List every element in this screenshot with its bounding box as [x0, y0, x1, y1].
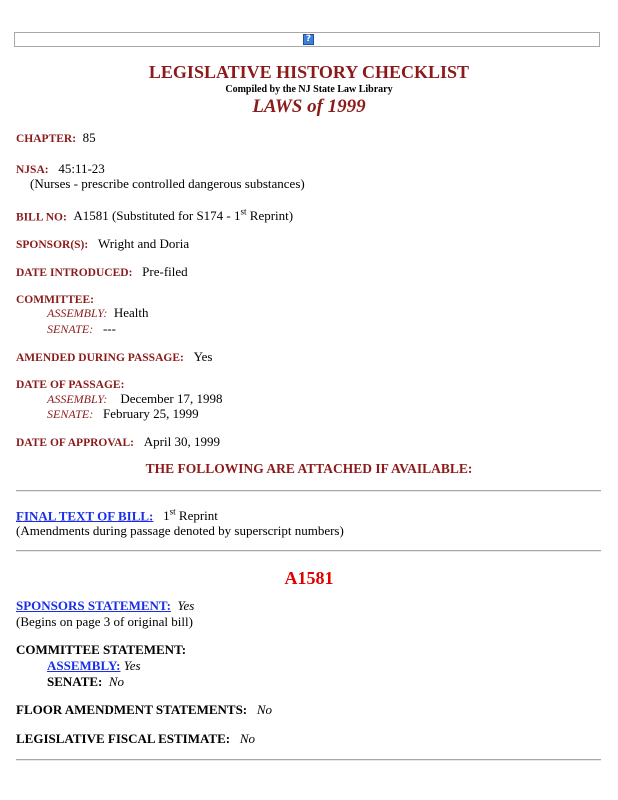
final-text-note: (Amendments during passage denoted by superscript numbers) [16, 523, 344, 538]
bill-heading: A1581 [284, 568, 334, 588]
divider [16, 759, 601, 761]
divider [16, 490, 601, 492]
committee-statement-label: COMMITTEE STATEMENT: [16, 642, 187, 657]
committee-statement-senate: SENATE: No [47, 674, 125, 689]
chapter-value: 85 [82, 130, 96, 145]
committee-senate: SENATE: --- [47, 321, 116, 336]
amended-value: Yes [193, 349, 213, 364]
date-introduced-label: DATE INTRODUCED: [16, 267, 133, 279]
sponsors-statement-note: (Begins on page 3 of original bill) [16, 614, 193, 629]
laws-year: LAWS of 1999 [252, 96, 366, 117]
divider [16, 550, 601, 552]
fiscal-estimate-row: LEGISLATIVE FISCAL ESTIMATE: No [16, 731, 256, 746]
passage-assembly: ASSEMBLY: December 17, 1998 [47, 391, 223, 406]
njsa-note: (Nurses - prescribe controlled dangerous substances) [30, 176, 305, 191]
bill-no-row [16, 207, 293, 224]
compiled-by: Compiled by the NJ State Law Library [225, 84, 393, 95]
sponsors-statement-value: Yes [177, 598, 195, 613]
final-text-link[interactable]: FINAL TEXT OF BILL: [16, 508, 154, 524]
bill-no-value: A1581 (Substituted for S174 - 1st Reprint) [73, 207, 294, 224]
committee-assembly: ASSEMBLY: Health [47, 305, 149, 320]
njsa-row [16, 161, 105, 177]
njsa-value: 45:11-23 [58, 161, 105, 176]
final-text-value: 1st Reprint [163, 507, 218, 524]
njsa-label: NJSA: [16, 164, 49, 176]
floor-amendment-row: FLOOR AMENDMENT STATEMENTS: No [16, 702, 273, 717]
committee-assembly-link[interactable]: ASSEMBLY: [47, 658, 121, 673]
date-introduced-row [16, 264, 188, 280]
bill-no-label: BILL NO: [16, 211, 67, 224]
date-of-approval-row [16, 434, 220, 450]
amended-row [16, 349, 213, 365]
help-icon[interactable]: ? [303, 34, 314, 45]
date-of-passage-label: DATE OF PASSAGE: [16, 379, 125, 391]
committee-label: COMMITTEE: [16, 294, 94, 306]
date-of-approval-label: DATE OF APPROVAL: [16, 437, 134, 449]
page-title: LEGISLATIVE HISTORY CHECKLIST [148, 62, 470, 82]
committee-assembly-value: Yes [123, 658, 141, 673]
sponsors-statement-link[interactable]: SPONSORS STATEMENT: [16, 598, 171, 613]
sponsors-value: Wright and Doria [97, 236, 190, 251]
final-text-row [16, 507, 218, 524]
committee-statement-assembly [47, 658, 141, 674]
date-introduced-value: Pre-filed [142, 264, 188, 279]
date-of-approval-value: April 30, 1999 [143, 434, 220, 449]
attached-heading: THE FOLLOWING ARE ATTACHED IF AVAILABLE: [145, 461, 473, 476]
passage-senate: SENATE: February 25, 1999 [47, 406, 199, 421]
sponsors-row [16, 236, 189, 252]
chapter-label: CHAPTER: [16, 133, 77, 145]
chapter-row [16, 130, 96, 146]
sponsors-label: SPONSOR(S): [16, 239, 89, 251]
amended-label: AMENDED DURING PASSAGE: [16, 352, 184, 364]
sponsors-statement-row [16, 598, 194, 614]
